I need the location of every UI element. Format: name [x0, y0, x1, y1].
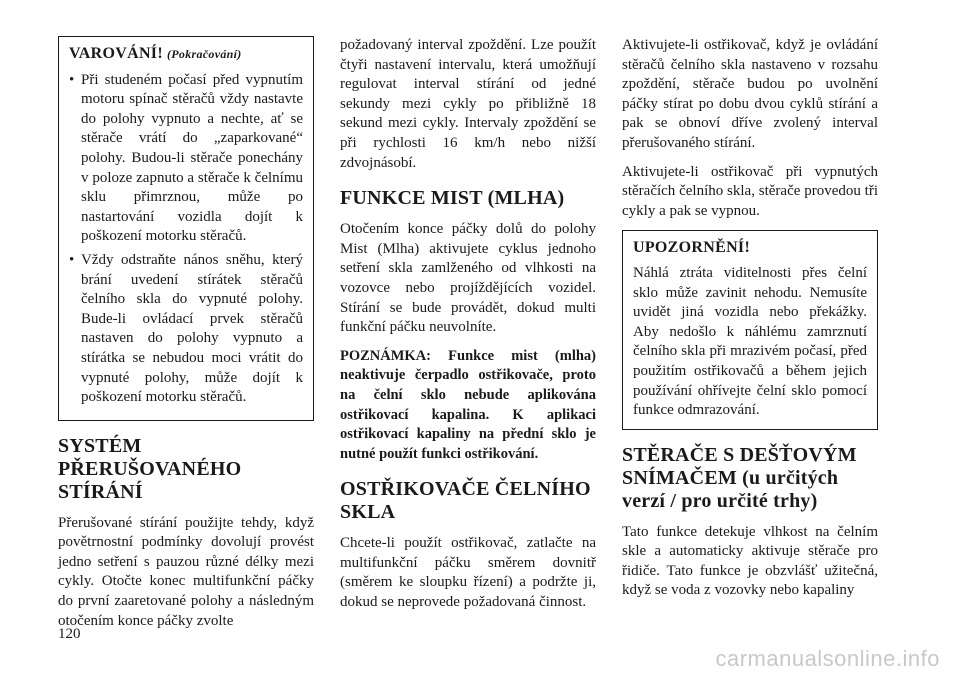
caution-title: UPOZORNĚNÍ! [633, 239, 751, 257]
warning-item: • Při studeném počasí před vypnutím motoru spínač stěračů vždy nastavte do polohy vypnuto a nechte, ať se stěrače vrátí do „zaparkované“ polohy. Budou-li stěrače ponechány v poloze zapnuto a stěrače k čelnímu sklu přimrznou, může po nastartování vozidla dojít k poškození motorku stěračů. [69, 71, 303, 247]
paragraph: Aktivujete-li ostřikovač při vypnutých stěračích čelního skla, stěrače provedou tři cykly a pak se vypnou. [622, 163, 878, 219]
paragraph: Otočením konce páčky dolů do polohy Mist (Mlha) aktivujete cyklus jednoho setření skla zamlženého od vlhkosti na vozovce nebo projíždějících vozidel. Stírání se bude provádět, dokud multi funkční páčku neuvolníte. [340, 221, 596, 336]
caution-box [622, 230, 878, 429]
note-paragraph: POZNÁMKA: Funkce mist (mlha) neaktivuje čerpadlo ostřikovače, proto na čelní sklo nebude aplikována ostřikovací kapalina. K aplikaci ostřikovací kapaliny na přední sklo je nutné použít funkci ostřikování. [340, 347, 596, 462]
warning-title [69, 44, 303, 65]
section-heading-washers: OSTŘIKOVAČE ČELNÍHO SKLA [340, 478, 591, 524]
section-heading-rain-sensor: STĚRAČE S DEŠŤOVÝM SNÍMAČEM (u určitých verzí / pro určité trhy) [622, 443, 857, 512]
paragraph: Aktivujete-li ostřikovač, když je ovládání stěračů čelního skla nastaveno v rozsahu zpoždění, stěrače budou po uvolnění páčky stírat po dobu dvou cyklů stírání a pak se obnoví dříve zvolený interval přerušovaného stírání. [622, 37, 878, 151]
column-right [622, 36, 878, 610]
warning-box [58, 36, 314, 421]
watermark: carmanualsonline.info [715, 646, 940, 671]
warning-title-text: VAROVÁNÍ! [69, 45, 163, 62]
paragraph: požadovaný interval zpoždění. Lze použít čtyři nastavení intervalu, která umožňují regulovat interval stírání od jedné sekundy mezi cykly po přibližně 18 sekund mezi cykly. Intervaly zpoždění se při rychlosti 16 km/h nebo nižší zdvojnásobí. [340, 37, 596, 171]
page-number: 120 [58, 626, 81, 642]
warning-item: • Vždy odstraňte nános sněhu, který brání uvedení stírátek stěračů čelního skla do vypnuté polohy. Bude-li ovládací prvek stěračů nastaven do polohy vypnuto a stírátka se nebudou moci vrátit do vypnuté polohy, může dojít k poškození motorku stěračů. [69, 251, 303, 408]
section-heading-intermittent: SYSTÉM PŘERUŠOVANÉHO STÍRÁNÍ [58, 434, 242, 503]
paragraph: Tato funkce detekuje vlhkost na čelním skle a automaticky aktivuje stěrače pro řidiče. Tato funkce je obzvlášť užitečná, když se voda z vozovky nebo kapaliny [622, 523, 878, 599]
column-left [58, 36, 314, 640]
column-middle [340, 36, 596, 622]
caution-text: Náhlá ztráta viditelnosti přes čelní sklo může zavinit nehodu. Nemusíte uvidět jiná vozidla nebo překážky. Aby nedošlo k náhlému zamrznutí čelního skla při mrazivém počasí, před použitím ostřikovačů a během jejich používání ohřívejte čelní sklo pomocí funkce odmrazování. [633, 264, 867, 419]
section-heading-mist: FUNKCE MIST (MLHA) [340, 187, 565, 210]
warning-list [69, 71, 303, 408]
warning-subtitle: (Pokračování) [166, 47, 242, 61]
paragraph: Přerušované stírání použijte tehdy, když povětrnostní podmínky dovolují provést jedno setření s pauzou různé délky mezi cykly. Otočte konec multifunkční páčky do první zaaretované polohy a následným otočením konce páčky zvolte [58, 514, 314, 629]
paragraph: Chcete-li použít ostřikovač, zatlačte na multifunkční páčku směrem dovnitř (směrem ke sloupku řízení) a podržte ji, dokud se neprovede požadovaná činnost. [340, 535, 596, 611]
